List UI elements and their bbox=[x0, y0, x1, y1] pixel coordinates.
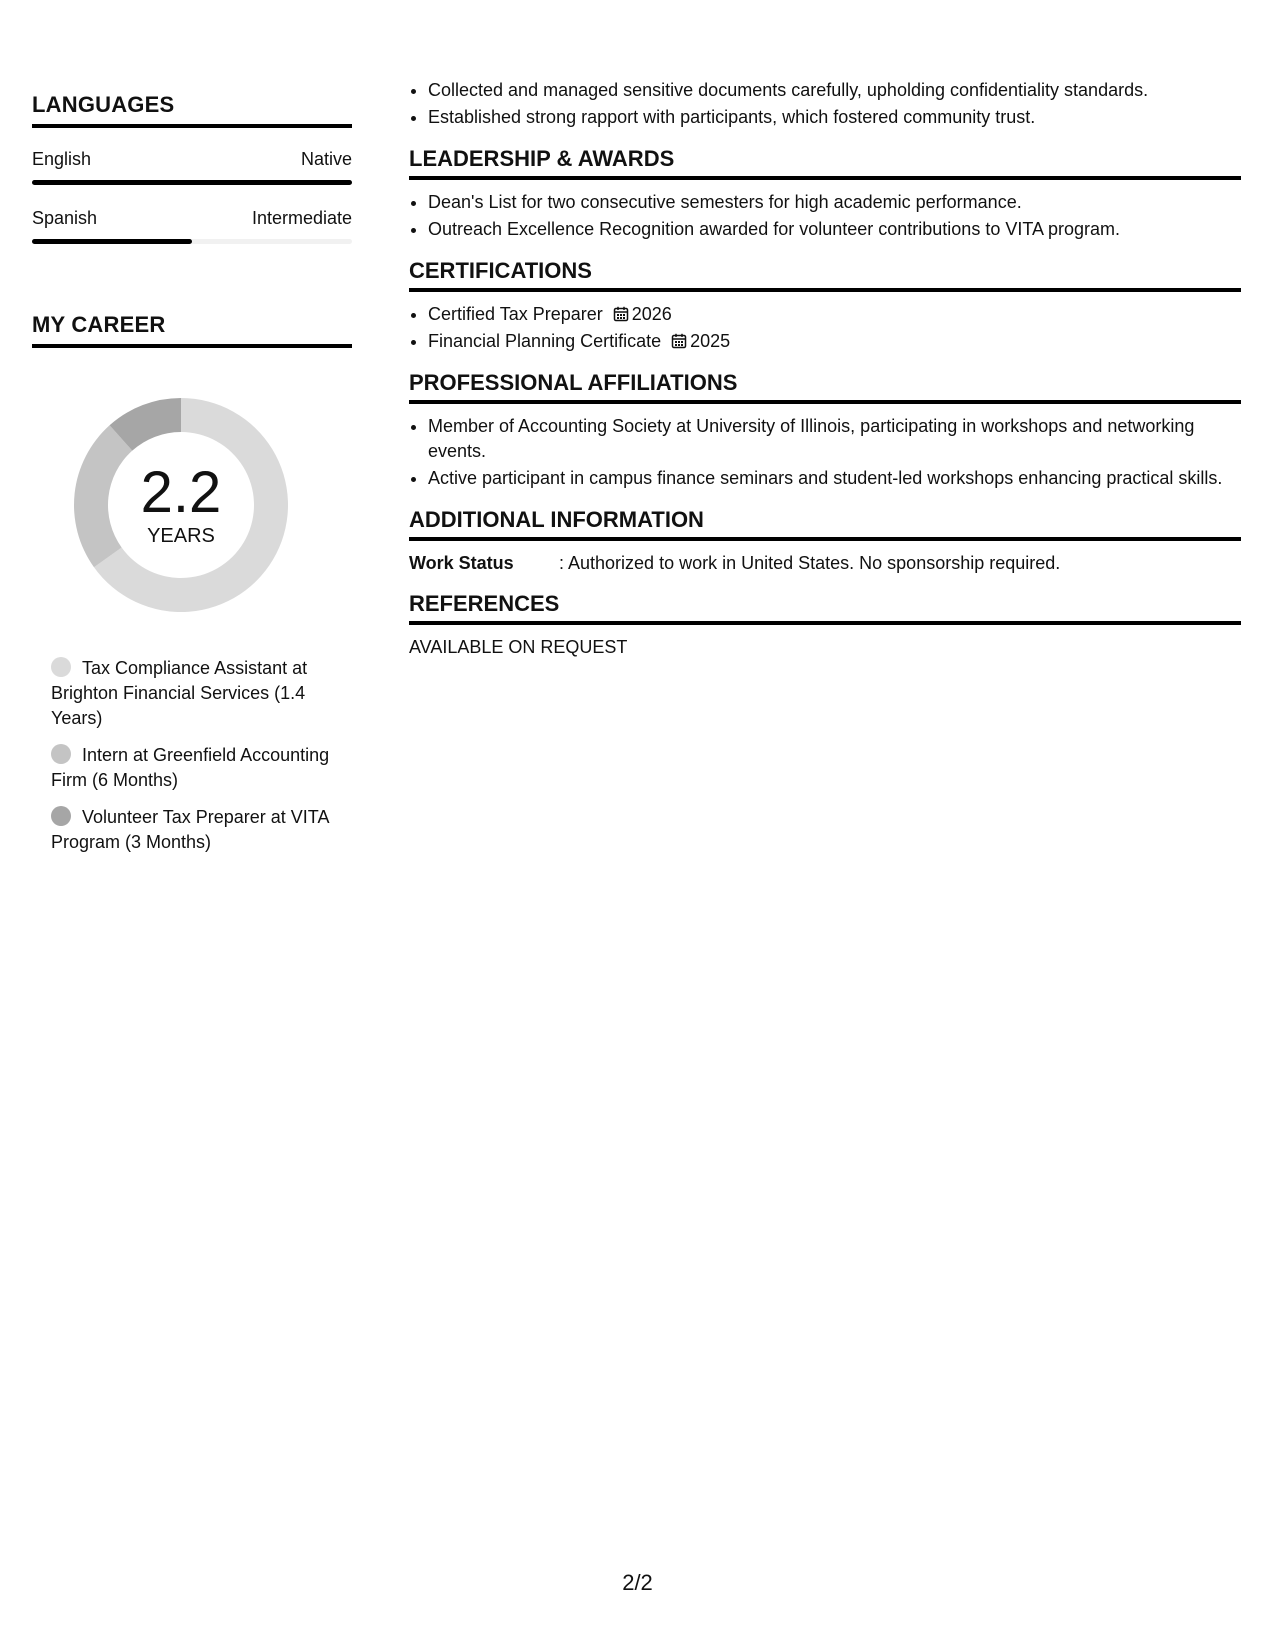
career-legend-item bbox=[51, 805, 341, 855]
calendar-icon bbox=[613, 304, 629, 320]
donut-center bbox=[66, 390, 296, 620]
certification-name: Certified Tax Preparer bbox=[428, 304, 603, 324]
language-level: Intermediate bbox=[251, 208, 352, 228]
certifications-section bbox=[409, 258, 1241, 354]
references-title: REFERENCES bbox=[409, 591, 1241, 625]
experience-bullet: • Collected and managed sensitive documents carefully, upholding confidentiality standards. bbox=[428, 78, 1241, 103]
career-legend-item bbox=[51, 656, 341, 731]
certification-item bbox=[428, 329, 1241, 354]
info-row bbox=[409, 551, 1241, 575]
career-legend-item bbox=[51, 743, 341, 793]
certifications-list bbox=[409, 302, 1241, 354]
leadership-title: LEADERSHIP & AWARDS bbox=[409, 146, 1241, 180]
legend-dot-icon bbox=[51, 806, 71, 826]
language-item-spanish bbox=[32, 207, 352, 244]
language-proficiency-bar bbox=[32, 180, 352, 185]
language-row bbox=[32, 207, 352, 229]
affiliations-section bbox=[409, 370, 1241, 491]
affiliations-title: PROFESSIONAL AFFILIATIONS bbox=[409, 370, 1241, 404]
career-legend-text: Intern at Greenfield Accounting Firm (6 Months) bbox=[51, 745, 330, 790]
language-proficiency-fill bbox=[32, 239, 192, 244]
career-legend bbox=[51, 656, 341, 855]
affiliation-bullet: • Member of Accounting Society at University of Illinois, participating in workshops and networking events. bbox=[428, 414, 1241, 464]
languages-list bbox=[32, 148, 352, 244]
calendar-icon bbox=[671, 331, 687, 347]
career-donut-chart bbox=[66, 390, 296, 620]
language-item-english bbox=[32, 148, 352, 185]
additional-info-body bbox=[409, 551, 1241, 575]
additional-info-section bbox=[409, 507, 1241, 575]
legend-dot-icon bbox=[51, 744, 71, 764]
language-name: English bbox=[32, 149, 92, 169]
career-years-unit: YEARS bbox=[147, 525, 215, 547]
language-proficiency-fill bbox=[32, 180, 352, 185]
info-value: : Authorized to work in United States. No sponsorship required. bbox=[559, 553, 1061, 573]
language-level: Native bbox=[300, 149, 352, 169]
experience-bullet: • Established strong rapport with participants, which fostered community trust. bbox=[428, 105, 1241, 130]
left-column bbox=[32, 92, 352, 867]
references-section bbox=[409, 591, 1241, 659]
page-number: 2/2 bbox=[622, 1570, 653, 1595]
leadership-list bbox=[409, 190, 1241, 242]
affiliations-list bbox=[409, 414, 1241, 491]
languages-title: LANGUAGES bbox=[32, 92, 352, 128]
certification-name: Financial Planning Certificate bbox=[428, 331, 662, 351]
info-key: Work Status bbox=[409, 553, 514, 573]
language-proficiency-bar bbox=[32, 239, 352, 244]
certification-item bbox=[428, 302, 1241, 327]
career-legend-text: Volunteer Tax Preparer at VITA Program (3 Months) bbox=[51, 807, 329, 852]
leadership-bullet: • Dean's List for two consecutive semesters for high academic performance. bbox=[428, 190, 1241, 215]
certifications-title: CERTIFICATIONS bbox=[409, 258, 1241, 292]
language-row bbox=[32, 148, 352, 170]
legend-dot-icon bbox=[51, 657, 71, 677]
career-title: MY CAREER bbox=[32, 312, 352, 348]
career-legend-text: Tax Compliance Assistant at Brighton Financial Services (1.4 Years) bbox=[51, 658, 308, 728]
experience-continued-list bbox=[409, 78, 1241, 130]
right-column bbox=[409, 78, 1241, 659]
leadership-section bbox=[409, 146, 1241, 242]
leadership-bullet: • Outreach Excellence Recognition awarded for volunteer contributions to VITA program. bbox=[428, 217, 1241, 242]
additional-info-title: ADDITIONAL INFORMATION bbox=[409, 507, 1241, 541]
language-name: Spanish bbox=[32, 208, 98, 228]
career-total-years: 2.2 bbox=[140, 460, 222, 525]
references-text: AVAILABLE ON REQUEST bbox=[409, 637, 628, 657]
affiliation-bullet: • Active participant in campus finance seminars and student-led workshops enhancing practical skills. bbox=[428, 466, 1241, 491]
certification-year: 2026 bbox=[631, 304, 672, 324]
certification-year: 2025 bbox=[690, 331, 731, 351]
